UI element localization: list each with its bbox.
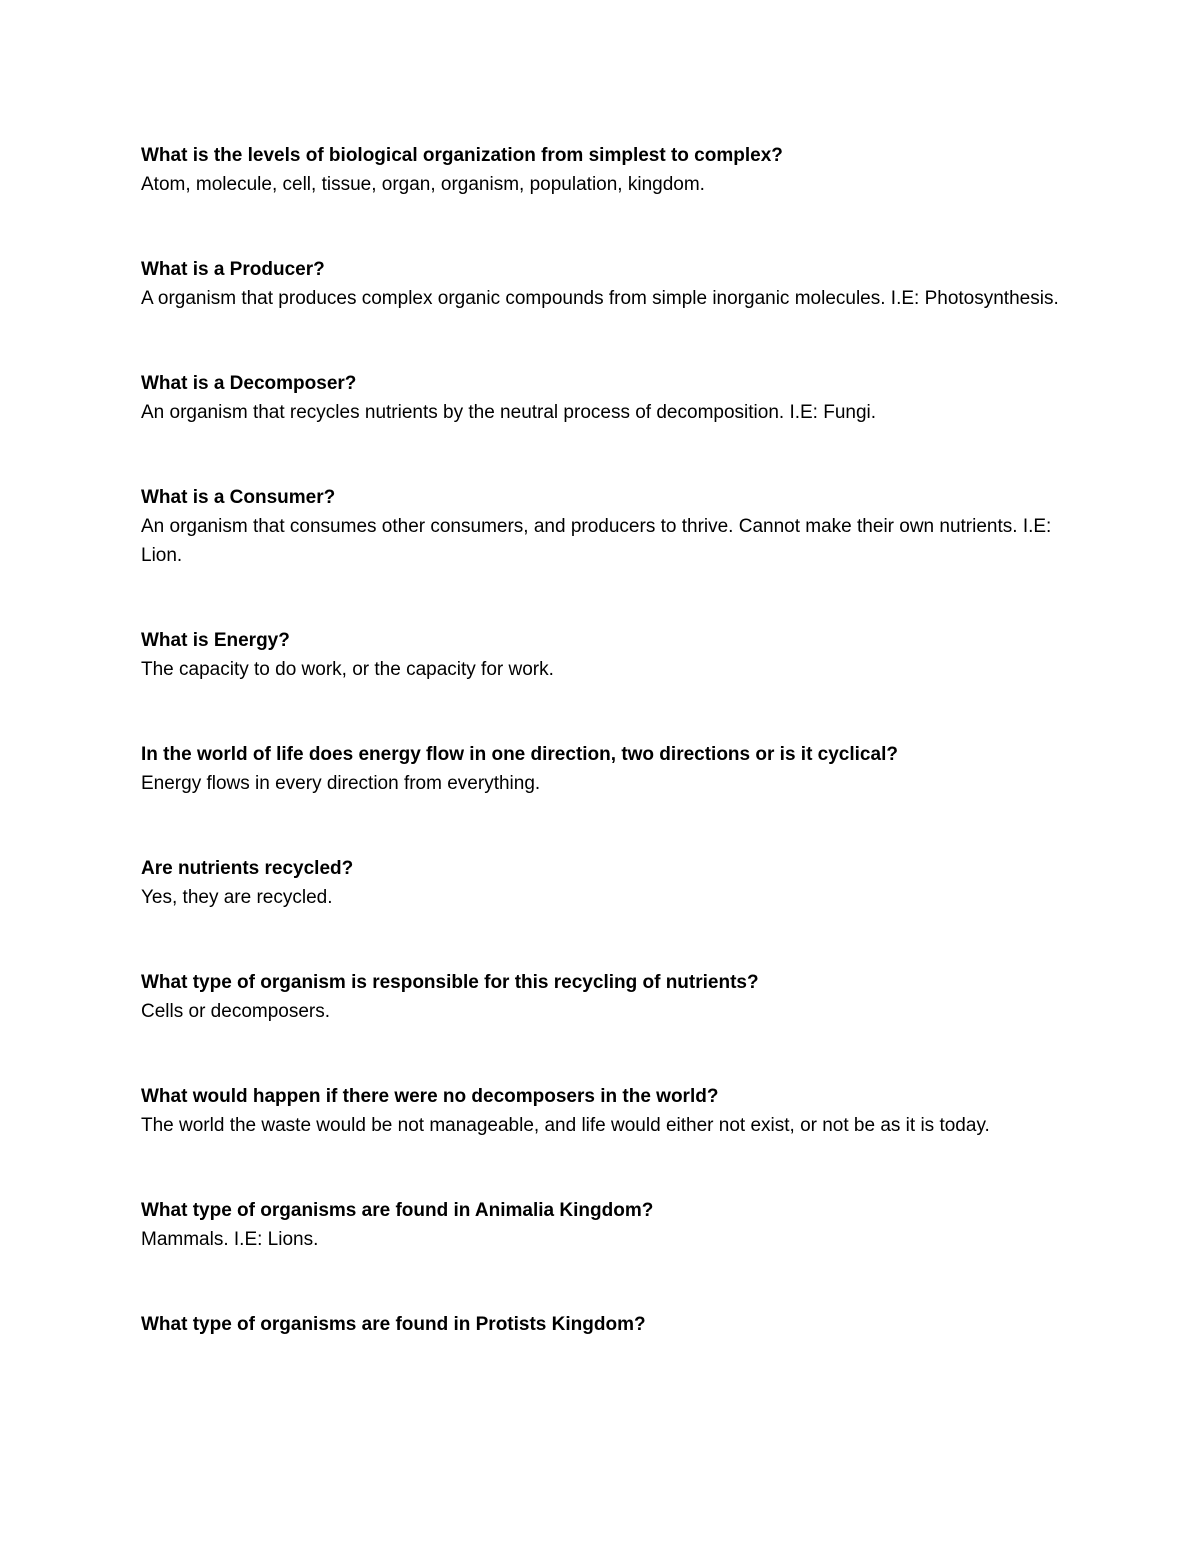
- qa-item-animalia: [141, 1196, 1061, 1254]
- question-text: What is Energy?: [141, 630, 290, 651]
- qa-item-levels-of-organization: [141, 141, 1061, 199]
- answer-text: A organism that produces complex organic compounds from simple inorganic molecules. I.E: Photosynthesis.: [141, 288, 1059, 309]
- question-text: What is a Decomposer?: [141, 373, 357, 394]
- question-text: What type of organism is responsible for this recycling of nutrients?: [141, 972, 759, 993]
- qa-item-no-decomposers: [141, 1082, 1061, 1140]
- qa-item-nutrients-recycled: [141, 854, 1061, 912]
- qa-item-consumer: [141, 483, 1061, 570]
- answer-text: The capacity to do work, or the capacity for work.: [141, 659, 554, 680]
- question-text: What type of organisms are found in Protists Kingdom?: [141, 1314, 646, 1335]
- answer-text: An organism that recycles nutrients by the neutral process of decomposition. I.E: Fungi.: [141, 402, 877, 423]
- answer-text: The world the waste would be not manageable, and life would either not exist, or not be as it is today.: [141, 1115, 990, 1136]
- qa-item-energy: [141, 626, 1061, 684]
- question-text: What is a Consumer?: [141, 487, 336, 508]
- answer-text: Mammals. I.E: Lions.: [141, 1229, 319, 1250]
- answer-text: An organism that consumes other consumers, and producers to thrive. Cannot make their own nutrients. I.E: Lion.: [141, 516, 1052, 566]
- qa-item-protists: [141, 1310, 1061, 1339]
- question-text: What would happen if there were no decomposers in the world?: [141, 1086, 719, 1107]
- answer-text: Atom, molecule, cell, tissue, organ, organism, population, kingdom.: [141, 174, 705, 195]
- answer-text: Energy flows in every direction from everything.: [141, 773, 541, 794]
- question-text: What is a Producer?: [141, 259, 325, 280]
- question-text: In the world of life does energy flow in one direction, two directions or is it cyclical?: [141, 744, 898, 765]
- document-page: [141, 141, 1061, 1395]
- question-text: Are nutrients recycled?: [141, 858, 354, 879]
- answer-text: Yes, they are recycled.: [141, 887, 333, 908]
- answer-text: Cells or decomposers.: [141, 1001, 331, 1022]
- question-text: What type of organisms are found in Animalia Kingdom?: [141, 1200, 654, 1221]
- qa-item-recycling-organism: [141, 968, 1061, 1026]
- qa-item-producer: [141, 255, 1061, 313]
- question-text: What is the levels of biological organization from simplest to complex?: [141, 145, 783, 166]
- qa-item-energy-flow: [141, 740, 1061, 798]
- qa-item-decomposer: [141, 369, 1061, 427]
